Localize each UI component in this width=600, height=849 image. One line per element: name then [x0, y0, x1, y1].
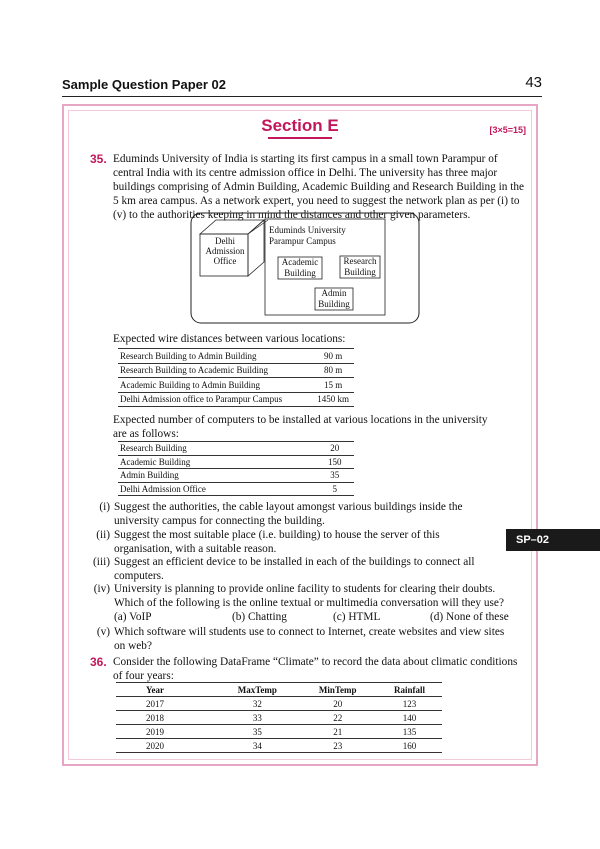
research-label-line: Research: [343, 256, 377, 266]
question-36-text: [113, 655, 517, 683]
sub-question-text: organisation, with a suitable reason.: [114, 543, 277, 555]
sub-question-number: (ii): [96, 529, 110, 541]
sub-question-text: Suggest the authorities, the cable layout amongst various buildings inside the: [114, 501, 463, 513]
table-row: [118, 363, 354, 378]
page-number: 43: [525, 74, 542, 91]
sub-question-ii: [86, 528, 440, 556]
sub-question-text: university campus for connecting the building.: [114, 515, 325, 527]
computers-caption: [113, 413, 488, 441]
section-underline: [268, 137, 332, 139]
sub-question-text: computers.: [114, 570, 164, 582]
research-building-label: [340, 256, 380, 278]
sub-question-number: (iv): [93, 583, 110, 595]
table-row: [118, 482, 354, 496]
sub-question-number: (v): [96, 626, 110, 638]
table-cell: 35: [216, 725, 298, 739]
delhi-label-line: Office: [213, 256, 237, 266]
table-cell: 2018: [116, 711, 216, 725]
sub-question-iii: [86, 555, 475, 583]
table-cell: 32: [216, 697, 298, 711]
table-row: [116, 725, 442, 739]
option-a: (a) VoIP: [114, 611, 152, 623]
q35-line: buildings comprising of Admin Building, Academic Building and Research Building in the: [113, 181, 525, 193]
delhi-label-line: Delhi: [215, 236, 235, 246]
table-row: [118, 392, 354, 407]
paper-title: Sample Question Paper 02: [62, 77, 227, 92]
table-cell: 1450 km: [312, 392, 354, 407]
table-cell: 90 m: [312, 349, 354, 364]
table-row: [118, 455, 354, 469]
table-cell: 15 m: [312, 378, 354, 393]
table-row: [118, 378, 354, 393]
table-cell: 35: [316, 469, 354, 483]
sub-question-text: Which software will students use to connect to Internet, create websites and view sites: [114, 626, 505, 638]
side-tab-label: SP–02: [506, 529, 600, 551]
table-cell: Research Building: [118, 442, 316, 456]
q36-line: of four years:: [113, 670, 174, 682]
table-cell: 33: [216, 711, 298, 725]
table-cell: 160: [377, 739, 442, 753]
question-35-number: 35.: [90, 152, 107, 166]
q35-line: Eduminds University of India is starting its first campus in a small town Parampur of: [113, 153, 498, 165]
table-cell: Academic Building to Admin Building: [118, 378, 312, 393]
section-title: Section E: [261, 116, 339, 135]
table-cell: Research Building to Admin Building: [118, 349, 312, 364]
table-cell: 22: [298, 711, 377, 725]
section-marks: [3×5=15]: [489, 125, 526, 135]
table-row: [116, 739, 442, 753]
distance-table: [118, 348, 354, 407]
table-cell: 2019: [116, 725, 216, 739]
table-cell: Research Building to Academic Building: [118, 363, 312, 378]
admin-label-line: Admin: [321, 288, 347, 298]
table-cell: 123: [377, 697, 442, 711]
climate-table: [116, 682, 442, 753]
research-label-line: Building: [344, 267, 376, 277]
table-cell: Delhi Admission Office: [118, 482, 316, 496]
option-c: (c) HTML: [333, 611, 381, 623]
sub-question-number: (iii): [93, 556, 110, 568]
page-header: [62, 74, 542, 97]
column-header: Rainfall: [377, 683, 442, 697]
delhi-office-label: [203, 236, 247, 266]
sub-question-text: University is planning to provide online facility to students for clearing their doubts.: [114, 583, 496, 595]
table-row: [116, 697, 442, 711]
table-cell: 20: [316, 442, 354, 456]
column-header: MinTemp: [298, 683, 377, 697]
admin-building-label: [315, 288, 353, 310]
sub-question-text: Suggest the most suitable place (i.e. building) to house the server of this: [114, 529, 440, 541]
table-cell: 23: [298, 739, 377, 753]
admin-label-line: Building: [318, 299, 350, 309]
table-cell: Academic Building: [118, 455, 316, 469]
sub-question-text: Which of the following is the online textual or multimedia conversation will they use?: [114, 597, 504, 609]
table-cell: 5: [316, 482, 354, 496]
column-header: MaxTemp: [216, 683, 298, 697]
distance-caption: Expected wire distances between various locations:: [113, 333, 346, 345]
academic-label-line: Building: [284, 268, 316, 278]
table-cell: 80 m: [312, 363, 354, 378]
sub-question-v: [86, 625, 504, 653]
table-cell: 2020: [116, 739, 216, 753]
question-36-number: 36.: [90, 655, 107, 669]
delhi-office-cube-top: [200, 220, 264, 234]
computers-table: [118, 441, 354, 496]
table-cell: 34: [216, 739, 298, 753]
table-header-row: [116, 683, 442, 697]
academic-building-label: [278, 257, 322, 279]
table-cell: 135: [377, 725, 442, 739]
computers-caption-line: are as follows:: [113, 428, 179, 440]
delhi-label-line: Admission: [205, 246, 245, 256]
option-d: (d) None of these: [430, 611, 509, 623]
sub-question-text: on web?: [114, 640, 152, 652]
table-row: [118, 442, 354, 456]
sub-question-text: Suggest an efficient device to be installed in each of the buildings to connect all: [114, 556, 475, 568]
column-header: Year: [116, 683, 216, 697]
table-cell: Admin Building: [118, 469, 316, 483]
option-b: (b) Chatting: [232, 611, 287, 623]
table-cell: 140: [377, 711, 442, 725]
table-cell: 2017: [116, 697, 216, 711]
campus-label-line: Parampur Campus: [269, 236, 336, 246]
table-row: [118, 469, 354, 483]
table-cell: 20: [298, 697, 377, 711]
computers-caption-line: Expected number of computers to be installed at various locations in the university: [113, 414, 488, 426]
table-cell: 21: [298, 725, 377, 739]
q35-line: (v) to the authorities keeping in mind the distances and other given parameters.: [113, 209, 471, 221]
campus-label: [269, 225, 346, 247]
table-row: [116, 711, 442, 725]
table-row: [118, 349, 354, 364]
table-cell: 150: [316, 455, 354, 469]
sub-question-number: (i): [99, 501, 110, 513]
sub-question-iv: [86, 582, 504, 610]
academic-label-line: Academic: [281, 257, 319, 267]
q35-line: 5 km area campus. As a network expert, you need to suggest the network plan as per (i) to: [113, 195, 520, 207]
table-cell: Delhi Admission office to Parampur Campus: [118, 392, 312, 407]
q35-line: central India with its centre admission office in Delhi. The university has three major: [113, 167, 498, 179]
q36-line: Consider the following DataFrame “Climate” to record the data about climatic conditions: [113, 656, 518, 668]
campus-label-line: Eduminds University: [269, 225, 346, 235]
sub-question-i: [86, 500, 463, 528]
